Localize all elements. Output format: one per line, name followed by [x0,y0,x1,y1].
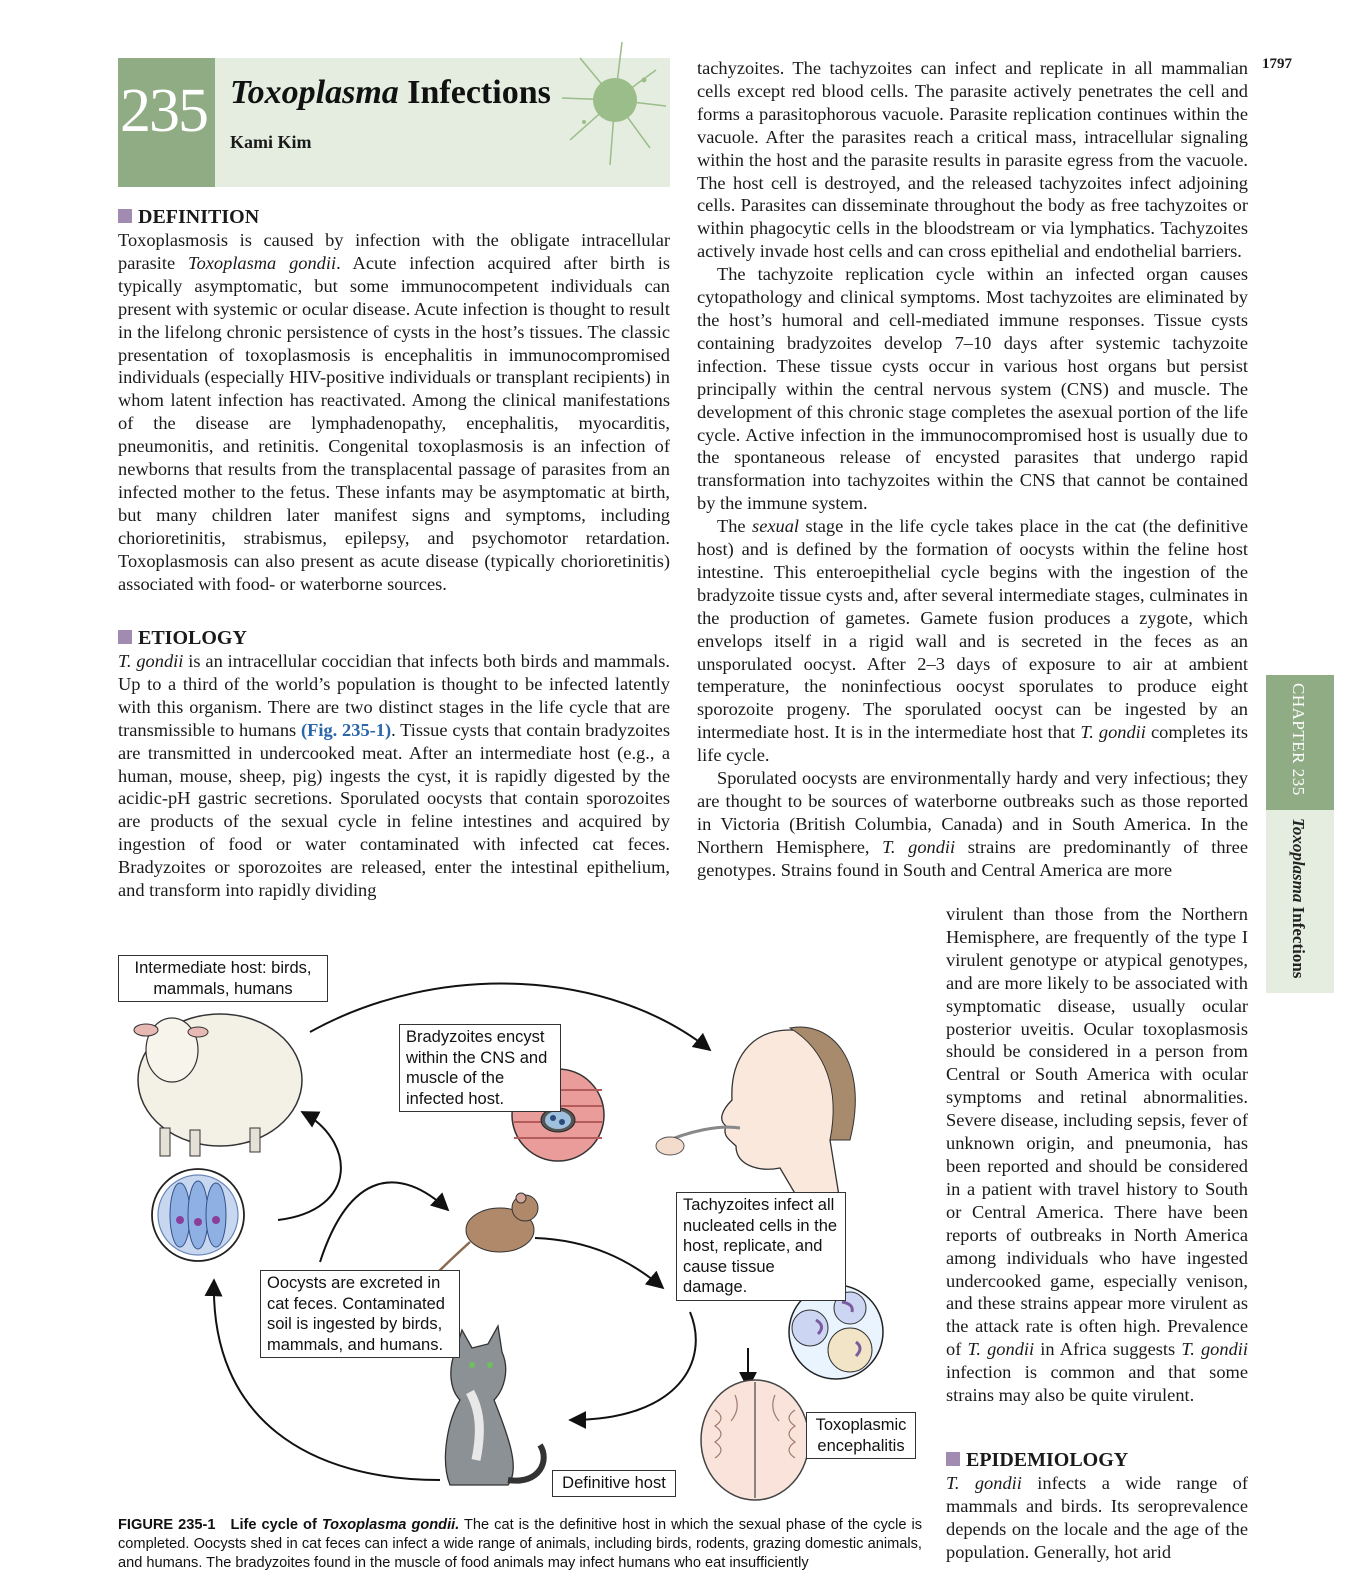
arrow-oocyst-to-mouse [320,1182,448,1262]
cat-illustration [445,1326,543,1485]
side-tab-title-rest: Infections [1289,902,1308,979]
text-run-italic: T. gondii [118,651,184,671]
body-paragraph [697,767,1248,882]
etiology-paragraph [118,650,670,902]
text-run: virulent than those from the Northern Hemisphere, are frequently of the type I virulent genotype or atypical genotypes, and are more likely to be associated with symptomatic disease, usually ocular posterior uveitis. Ocular toxoplasmosis should be considered in a person from Central or South America with ocular symptoms and retinal abnormalities. Severe disease, including sepsis, fever of unknown origin, and pneumonia, has been reported and should be considered in a patient with travel history to South or Central America. There have been reports of outbreaks in North America among individuals who have ingested undercooked game, especially venison, and these strains appear more virulent as the attack rate is often high. Prevalence of [946,904,1248,1360]
text-run-italic: T. gondii [1080,722,1146,743]
definition-section [118,205,670,596]
text-run: completes its life cycle. [697,722,1248,766]
epidemiology-heading [946,1448,1248,1472]
caption-title: Life cycle of [230,1517,322,1533]
text-run: The [717,516,753,537]
body-paragraph [697,515,1248,767]
text-run-italic: T. gondii [882,836,956,857]
text-run: infection is common and that some strains may also be quite virulent. [946,1362,1248,1406]
chapter-side-tab[interactable] [1266,675,1334,993]
text-run: in Africa suggests [1034,1339,1182,1360]
etiology-heading-text: ETIOLOGY [138,627,247,649]
page-number: 1797 [1262,56,1292,72]
caption-text: The cat is the definitive host in which the sexual phase of the cycle is completed. Oocysts shed in cat feces can infect a wide range of animals, including birds, rodents, grazing domestic animals, and humans. The bradyzoites found in the muscle of food animals may infect humans who eat insufficiently [118,1517,922,1571]
side-tab-title-italic: Toxoplasma [1289,818,1308,903]
oocyst-illustration [152,1169,244,1261]
caption-title-italic: Toxoplasma gondii. [321,1517,460,1533]
etiology-section [118,626,670,902]
chapter-title [230,74,551,112]
text-run: infects a wide range of mammals and birds. Its seroprevalence depends on the locale and the age of the population. Generally, hot arid [946,1473,1248,1562]
brain-illustration [701,1380,809,1500]
text-run-italic: T. gondii [967,1339,1035,1360]
body-paragraph: The tachyzoite replication cycle within an infected organ causes cytopathology and clinical symptoms. Most tachyzoites are eliminated by the host’s humoral and cell-mediated immune responses. Tissue cysts containing bradyzoites develop 7–10 days after systemic tachyzoite infection. These tissue cysts occur in various host organs but persist principally within the central nervous system (CNS) and muscle. The development of this chronic stage completes the asexual portion of the life cycle. Active infection in the immunocompromised host is usually due to the spontaneous release of encysted parasites that undergo rapid transformation into tachyzoites within the CNS that cannot be contained by the immune system. [697,264,1248,514]
chapter-title-rest: Infections [398,74,551,111]
arrow-to-cat [570,1312,696,1420]
text-run: stage in the life cycle takes place in the cat (the definitive host) and is defined by the formation of oocysts within the feline host intestine. This enteroepithelial cycle begins with the ingestion of the bradyzoite tissue cysts and, after several intermediate stages, culminates in the production of gametes. Gamete fusion produces a zygote, which envelops itself in a rigid wall and is secreted in the feces as an unsporulated oocyst. After 2–3 days of exposure to air at ambient temperature, the noninfectious oocyst sporulates to produce eight sporozoite progeny. The sporulated oocyst can be ingested by an intermediate host. It is in the intermediate host that [697,516,1248,743]
text-run-italic: sexual [752,516,800,537]
chapter-title-italic: Toxoplasma [230,74,399,111]
right-column [697,57,1248,882]
definition-paragraph [118,229,670,596]
text-run: . Acute infection acquired after birth is typically asymptomatic, but some immunocompetent individuals can present with systemic or ocular disease. Acute infection is thought to result in the lifelong chronic persistence of cysts in the host’s tissues. The classic presentation of toxoplasmosis is encephalitis in immunocompromised individuals (especially HIV-positive individuals or transplant recipients) in whom latent infection has reactivated. Among the clinical manifestations of the disease are lymphadenopathy, encephalitis, myocarditis, pneumonitis, and retinitis. Congenital toxoplasmosis is an infection of newborns that results from the transplacental passage of parasites from an infected mother to the fetus. These infants may be asymptomatic at birth, but many children later manifest signs and symptoms, including chorioretinitis, strabismus, epilepsy, and psychomotor retardation. Toxoplasmosis can also present as acute disease (typically chorioretinitis) associated with food- or waterborne sources. [118,252,671,594]
human-eating-illustration [656,1027,855,1202]
text-run: is an intracellular coccidian that infects both birds and mammals. Up to a third of the world’s population is thought to be infected latently with this organism. There are two distinct stages in the life cycle that are transmissible to humans [118,651,670,740]
text-run: . Tissue cysts that contain bradyzoites are transmitted in undercooked meat. After an intermediate host (e.g., a human, mouse, sheep, pig) ingests the cyst, it is rapidly digested by the acidic-pH gastric secretions. Sporulated oocysts that contain sporozoites are products of the sexual cycle in feline intestines and acquired by ingestion of food or water contaminated with infected cat feces. Bradyzoites or sporozoites are released, enter the intestinal epithelium, and transform into rapidly dividing [118,719,670,901]
arrow-mouse-to-tachyzoites [535,1238,663,1288]
section-square-icon [118,209,132,223]
side-tab-chapter-label: CHAPTER 235 [1289,683,1308,796]
label-bradyzoites: Bradyzoites encyst within the CNS and muscle of the infected host. [399,1024,561,1112]
chapter-author: Kami Kim [230,132,312,152]
text-run-italic: T. gondii [946,1473,1022,1493]
caption-label: FIGURE 235-1 [118,1517,216,1533]
definition-heading [118,205,670,229]
epidemiology-paragraph [946,1472,1248,1564]
sheep-illustration [134,1014,302,1156]
life-cycle-figure [110,940,930,1510]
figure-caption [118,1516,922,1576]
section-square-icon [946,1452,960,1466]
text-run-italic: T. gondii [1181,1339,1248,1360]
arrow-oocyst-to-sheep [278,1112,341,1220]
text-run-italic: Toxoplasma gondii [188,252,337,273]
epidemiology-section [946,1448,1248,1564]
etiology-heading [118,626,670,650]
label-oocysts: Oocysts are excreted in cat feces. Contaminated soil is ingested by birds, mammals, and humans. [260,1270,460,1358]
definition-heading-text: DEFINITION [138,206,260,228]
text-run: Sporulated oocysts are environmentally hardy and very infectious; they are thought to be sources of waterborne outbreaks such as those reported in Victoria (British Columbia, Canada) and in South America. In the Northern Hemisphere, [697,768,1248,857]
side-tab-title [1288,818,1308,978]
section-square-icon [118,630,132,644]
parasite-splat-icon [560,40,670,170]
chapter-number-box [118,58,215,187]
label-toxoplasmic-encephalitis: Toxoplasmic encephalitis [806,1412,916,1459]
body-paragraph [946,903,1248,1407]
figure-reference-link[interactable]: (Fig. 235-1) [300,719,392,740]
chapter-number: 235 [120,77,207,145]
label-tachyzoites: Tachyzoites infect all nucleated cells in the host, replicate, and cause tissue damage. [676,1192,846,1301]
body-paragraph: tachyzoites. The tachyzoites can infect and replicate in all mammalian cells except red blood cells. The parasite actively penetrates the cell and forms a parasitophorous vacuole. Parasite replication continues within the vacuole. After the parasites reach a critical mass, intracellular signaling within the host and the parasite results in parasite egress from the vacuole. The host cell is destroyed, and the released tachyzoites infect adjoining cells. Parasites can disseminate throughout the body as free tachyzoites or within phagocytic cells in the bloodstream or via lymphatics. Tachyzoites actively invade host cells and can cross epithelial and endothelial barriers. [697,58,1248,262]
label-definitive-host: Definitive host [552,1470,676,1497]
epidemiology-heading-text: EPIDEMIOLOGY [966,1449,1129,1471]
narrow-column [946,903,1248,1407]
text-run: Toxoplasmosis is caused by infection with the obligate intracellular parasite [118,230,670,273]
label-intermediate-host: Intermediate host: birds, mammals, humans [118,955,328,1002]
text-run: strains are predominantly of three genotypes. Strains found in South and Central America are more [697,836,1248,880]
